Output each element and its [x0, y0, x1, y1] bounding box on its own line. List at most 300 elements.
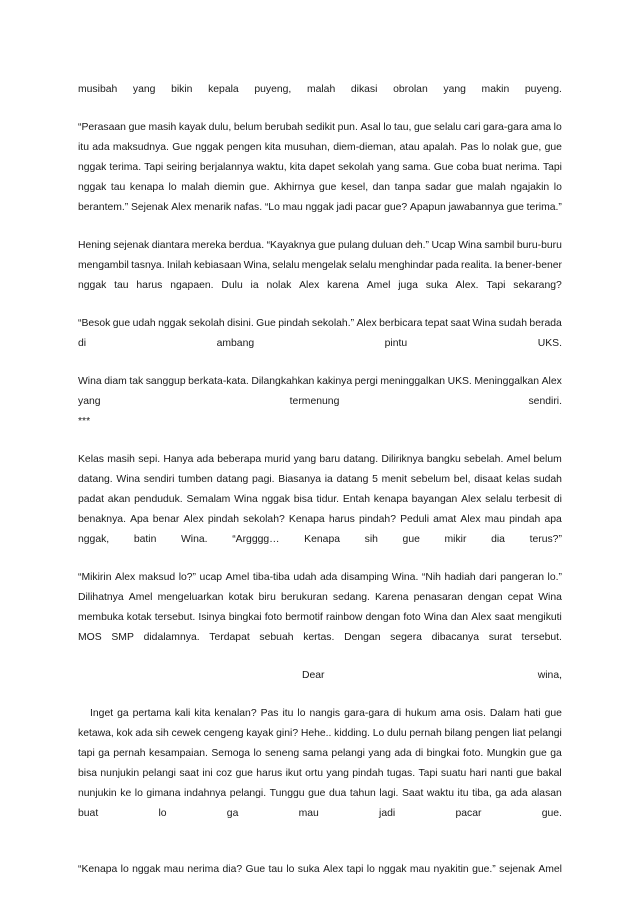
word: kesel, — [340, 182, 369, 193]
word: benaknya. — [78, 514, 126, 525]
word: tak — [129, 376, 144, 387]
word: tapi — [78, 748, 95, 759]
word: tau — [114, 280, 129, 291]
word: Wina — [472, 318, 497, 329]
text-line — [78, 510, 562, 530]
word: Amel — [225, 572, 250, 583]
word: harus — [136, 280, 163, 291]
word: murid — [264, 454, 291, 465]
word: buat — [78, 808, 99, 819]
word: makin — [481, 84, 510, 95]
word: mau — [298, 808, 319, 819]
word: alasan — [531, 788, 562, 799]
text-line — [78, 804, 562, 824]
word: Semoga — [211, 748, 251, 759]
word: sekarang? — [513, 280, 562, 291]
word: udah — [293, 572, 317, 583]
word: Ia — [494, 260, 504, 271]
word: disamping — [340, 572, 389, 583]
word: bisa — [78, 768, 98, 779]
word: foto — [264, 612, 283, 623]
word: pangeran — [500, 572, 544, 583]
word: diam — [104, 376, 127, 387]
word: disaat — [474, 474, 502, 485]
word: SMP — [111, 632, 134, 643]
word: dia — [491, 534, 505, 545]
word: nunjukin — [100, 768, 140, 779]
word: batin — [133, 534, 157, 545]
word: nafas. — [233, 202, 263, 213]
word: Gue — [256, 318, 276, 329]
word: dengan — [467, 592, 503, 603]
word: surat — [488, 632, 512, 643]
text-line — [78, 744, 562, 764]
word: selalu — [485, 494, 513, 505]
word: di — [78, 338, 87, 349]
word: ada — [394, 748, 412, 759]
word: dua — [328, 788, 347, 799]
word: mengelak — [301, 260, 347, 271]
word: Tapi — [418, 768, 438, 779]
text-line — [78, 764, 562, 784]
word: lo — [120, 864, 129, 875]
word: mereka — [191, 240, 227, 251]
word: Wina. — [181, 534, 208, 545]
word: “Mikirin — [78, 572, 112, 583]
word: gue — [319, 182, 337, 193]
word: dengan — [365, 612, 401, 623]
word: malah — [181, 182, 210, 193]
text-line — [78, 568, 562, 588]
word: Apapun — [409, 202, 446, 213]
word: terus?” — [529, 534, 562, 545]
word: jawabannya — [448, 202, 504, 213]
word: terima. — [109, 162, 142, 173]
word: harus — [328, 514, 355, 525]
word: Mungkin — [486, 748, 526, 759]
word: ke — [120, 788, 132, 799]
word: nggak — [305, 202, 334, 213]
word: sudah — [498, 318, 527, 329]
word: pergi — [354, 376, 378, 387]
word: Hehe.. — [300, 728, 332, 739]
word: jadi — [379, 808, 396, 819]
text-line — [78, 392, 562, 412]
word: saat — [179, 768, 199, 779]
text-line — [78, 314, 562, 334]
word: nggak — [158, 318, 187, 329]
word: kidding. — [334, 728, 370, 739]
word: Dear — [302, 670, 325, 681]
word: Akhirnya — [274, 182, 315, 193]
word: kenapa — [373, 494, 408, 505]
word: Tapi — [144, 162, 164, 173]
word: belum — [233, 122, 263, 133]
word: kesampaian. — [149, 748, 208, 759]
word: pada — [435, 260, 459, 271]
word: dapet — [308, 162, 335, 173]
word: lo — [158, 808, 167, 819]
word: nggak — [132, 864, 161, 875]
word: Peduli — [400, 514, 430, 525]
word: mau — [409, 864, 431, 875]
word: waktu, — [256, 162, 287, 173]
word: sanggup — [145, 376, 186, 387]
word: buat — [481, 162, 503, 173]
text-line — [78, 334, 562, 354]
word: gara-gara — [483, 122, 529, 133]
word: yang — [443, 84, 466, 95]
word: cari — [463, 122, 481, 133]
word: gue — [529, 748, 547, 759]
word: gini? — [276, 728, 299, 739]
word: berada — [529, 318, 562, 329]
word: sekolah? — [243, 514, 285, 525]
word: gue — [318, 240, 336, 251]
word: udah — [132, 318, 156, 329]
word: rainbow — [325, 612, 363, 623]
word: yang — [293, 454, 317, 465]
word: pernah — [113, 748, 146, 759]
word: nolak — [266, 280, 292, 291]
word: wina, — [537, 670, 562, 681]
word: gue — [402, 534, 420, 545]
word: yang — [326, 768, 349, 779]
word: Wina — [423, 612, 448, 623]
word: penasaran — [413, 592, 463, 603]
word: dia? — [222, 864, 243, 875]
word: benar — [152, 514, 180, 525]
word: puyeng, — [254, 84, 292, 95]
word: bermotif — [285, 612, 323, 623]
word: Saat — [401, 788, 424, 799]
word: buru-buru — [516, 240, 562, 251]
word: Inilah — [166, 260, 192, 271]
word: Alex — [460, 514, 481, 525]
word: sambil — [484, 240, 515, 251]
word: Semalam — [186, 494, 231, 505]
word: dikasi — [350, 84, 378, 95]
text-line — [78, 198, 562, 218]
word: coz — [216, 768, 233, 779]
word: ngapaen. — [170, 280, 214, 291]
word: Alex — [541, 376, 562, 387]
word: suatu — [440, 768, 467, 779]
word: Kenapa — [304, 534, 340, 545]
word: di — [415, 748, 424, 759]
word: tidur. — [316, 494, 340, 505]
word: masih — [148, 122, 177, 133]
word: ga — [98, 748, 110, 759]
word: nunjukin — [78, 788, 117, 799]
word: Alex. — [455, 280, 479, 291]
word: datang — [216, 474, 249, 485]
text-line — [78, 666, 562, 686]
word: ada — [320, 572, 338, 583]
word: di — [553, 494, 562, 505]
word: gue. — [249, 182, 270, 193]
word: sebuah — [259, 632, 294, 643]
word: kayak — [178, 122, 207, 133]
word: ada — [196, 454, 214, 465]
word: maksud — [138, 572, 176, 583]
word: Wina — [116, 474, 141, 485]
word: didalamnya. — [143, 632, 200, 643]
word: Alex — [183, 514, 204, 525]
word: hati — [523, 708, 541, 719]
word: itu — [282, 708, 294, 719]
text-line — [78, 470, 562, 490]
word: pacar — [355, 202, 382, 213]
word: ada — [92, 142, 110, 153]
word: ia — [324, 474, 333, 485]
word: tau — [268, 864, 283, 875]
word: pindah — [278, 318, 310, 329]
word: baru — [319, 454, 341, 465]
word: akan — [107, 494, 131, 505]
word: obrolan — [393, 84, 428, 95]
word: lo — [286, 864, 295, 875]
word: sebelah. — [464, 454, 504, 465]
paragraph-gap — [78, 100, 562, 118]
word: osis. — [464, 708, 486, 719]
word: dari — [479, 572, 497, 583]
word: padat — [78, 494, 105, 505]
word: terima.” — [526, 202, 562, 213]
word: nggak — [78, 182, 107, 193]
word: lo — [134, 788, 143, 799]
word: pelangi. — [229, 788, 267, 799]
word: Wina — [538, 592, 562, 603]
word: Sejenak — [130, 202, 169, 213]
word: sih — [364, 534, 378, 545]
word: menit — [381, 474, 407, 485]
word: gue. — [541, 808, 562, 819]
word: seiring — [166, 162, 197, 173]
word: Alex — [171, 202, 192, 213]
word: Entah — [342, 494, 370, 505]
word: tersebut. — [154, 612, 196, 623]
word: sama — [302, 748, 328, 759]
word: nggak — [78, 280, 107, 291]
word: atau — [399, 142, 420, 153]
word: lo — [553, 182, 562, 193]
word: pindah — [352, 768, 384, 779]
word: Dengan — [344, 632, 381, 643]
word: tau, — [394, 122, 412, 133]
word: pertama — [132, 708, 171, 719]
word: gue — [112, 318, 131, 329]
word: bisa — [293, 494, 313, 505]
word: kenapa — [129, 182, 164, 193]
word: sebelum — [410, 474, 450, 485]
word: ortu — [305, 768, 324, 779]
word: suka — [425, 280, 448, 291]
word: kebiasaan — [193, 260, 242, 271]
word: pagi. — [252, 474, 275, 485]
word: diemin — [214, 182, 245, 193]
word: tau — [110, 182, 126, 193]
word: saat — [450, 318, 471, 329]
word: lagi. — [379, 788, 399, 799]
word: Meninggalkan — [474, 376, 540, 387]
word: tugas. — [386, 768, 416, 779]
word: mikir — [444, 534, 467, 545]
word: Kenapa — [288, 514, 325, 525]
word: bel, — [453, 474, 471, 485]
word: nggak — [261, 494, 290, 505]
word: malah — [477, 182, 506, 193]
paragraph-gap — [78, 842, 562, 860]
word: tapi — [346, 864, 364, 875]
word: ada — [135, 728, 153, 739]
word: sadar — [425, 182, 452, 193]
word: Alex — [471, 612, 492, 623]
word: “Perasaan — [78, 122, 126, 133]
word: sejenak — [113, 240, 150, 251]
word: *** — [78, 416, 91, 427]
word: kita — [194, 708, 211, 719]
text-line — [78, 628, 562, 648]
word: Hening — [78, 240, 111, 251]
word: itu — [78, 142, 89, 153]
word: masih — [107, 454, 135, 465]
word: lo?” — [178, 572, 197, 583]
word: hukum — [405, 708, 437, 719]
word: “Argggg… — [232, 534, 280, 545]
word: cengeng — [203, 728, 244, 739]
word: datang — [336, 474, 369, 485]
word: pun. — [337, 122, 358, 133]
paragraph-gap — [78, 432, 562, 450]
word: apalah. — [422, 142, 458, 153]
word: Ucap — [431, 240, 456, 251]
word: ga — [550, 748, 562, 759]
word: ambang — [216, 338, 255, 349]
word: gue — [128, 122, 146, 133]
word: belum — [533, 454, 562, 465]
word: Alex — [299, 280, 320, 291]
word: diem-dieman, — [333, 142, 397, 153]
word: kenalan? — [214, 708, 257, 719]
word: diantara — [151, 240, 190, 251]
word: ga — [495, 788, 507, 799]
word: hadiah — [444, 572, 476, 583]
word: dan — [450, 612, 469, 623]
word: sendiri — [143, 474, 175, 485]
paragraph-gap — [78, 296, 562, 314]
word: amat — [433, 514, 457, 525]
word: sekolah.” — [311, 318, 355, 329]
text-line — [78, 784, 562, 804]
word: 5 — [372, 474, 378, 485]
text-line — [78, 860, 562, 880]
word: ada — [510, 788, 528, 799]
word: gue — [506, 202, 524, 213]
word: juga — [398, 280, 418, 291]
word: Gue — [433, 162, 454, 173]
word: ga — [117, 708, 129, 719]
word: berdua. — [228, 240, 265, 251]
word: Alex — [461, 494, 482, 505]
text-line — [78, 256, 562, 276]
word: terbesit — [516, 494, 551, 505]
word: kita — [289, 162, 306, 173]
text-line — [78, 450, 562, 470]
word: realita. — [461, 260, 493, 271]
text-line — [78, 80, 562, 100]
word: nggak — [78, 162, 107, 173]
word: yang — [78, 396, 101, 407]
word: Karena — [375, 592, 409, 603]
word: segera — [390, 632, 422, 643]
word: gara-gara — [344, 708, 390, 719]
word: gue — [235, 768, 253, 779]
word: lo — [481, 142, 490, 153]
word: pulang — [337, 240, 370, 251]
word: liat — [512, 728, 526, 739]
word: puyeng. — [524, 84, 562, 95]
word: MOS — [78, 632, 102, 643]
word: nangis — [309, 708, 341, 719]
word: nggak, — [78, 534, 110, 545]
word: Alex — [115, 572, 136, 583]
word: sejenak — [499, 864, 535, 875]
word: cewek — [171, 728, 201, 739]
word: Tapi — [486, 280, 506, 291]
word: lo — [168, 182, 177, 193]
text-line — [78, 138, 562, 158]
word: lo — [366, 864, 375, 875]
word: berukuran — [280, 592, 328, 603]
word: sih — [155, 728, 169, 739]
word: pintu — [384, 338, 408, 349]
word: gue — [414, 122, 432, 133]
word: karena — [327, 280, 359, 291]
word: sedang. — [332, 592, 370, 603]
word: foto. — [463, 748, 484, 759]
word: kayak — [246, 728, 274, 739]
word: sekolah — [188, 318, 225, 329]
word: bilang — [444, 728, 473, 739]
word: Apa — [130, 514, 149, 525]
word: kotak — [228, 592, 254, 603]
word: sedikit — [305, 122, 335, 133]
word: Terdapat — [209, 632, 250, 643]
document-page — [78, 80, 562, 880]
word: cepat — [507, 592, 534, 603]
word: tiba-tiba — [252, 572, 290, 583]
word: ama — [530, 122, 552, 133]
word: Asal — [360, 122, 381, 133]
word: ia — [250, 280, 259, 291]
word: Dalam — [489, 708, 520, 719]
word: Wina, — [243, 260, 271, 271]
paragraph-gap — [78, 648, 562, 666]
text-line — [78, 608, 562, 628]
word: Amel — [538, 864, 562, 875]
word: membuka — [78, 612, 124, 623]
word: suka — [297, 864, 320, 875]
word: pacar — [455, 808, 482, 819]
word: dibacanya — [431, 632, 480, 643]
word: Amel — [128, 592, 153, 603]
word: menarik — [194, 202, 232, 213]
word: tepat — [424, 318, 449, 329]
word: kok — [116, 728, 133, 739]
word: harus — [256, 768, 283, 779]
word: termenung — [289, 396, 340, 407]
